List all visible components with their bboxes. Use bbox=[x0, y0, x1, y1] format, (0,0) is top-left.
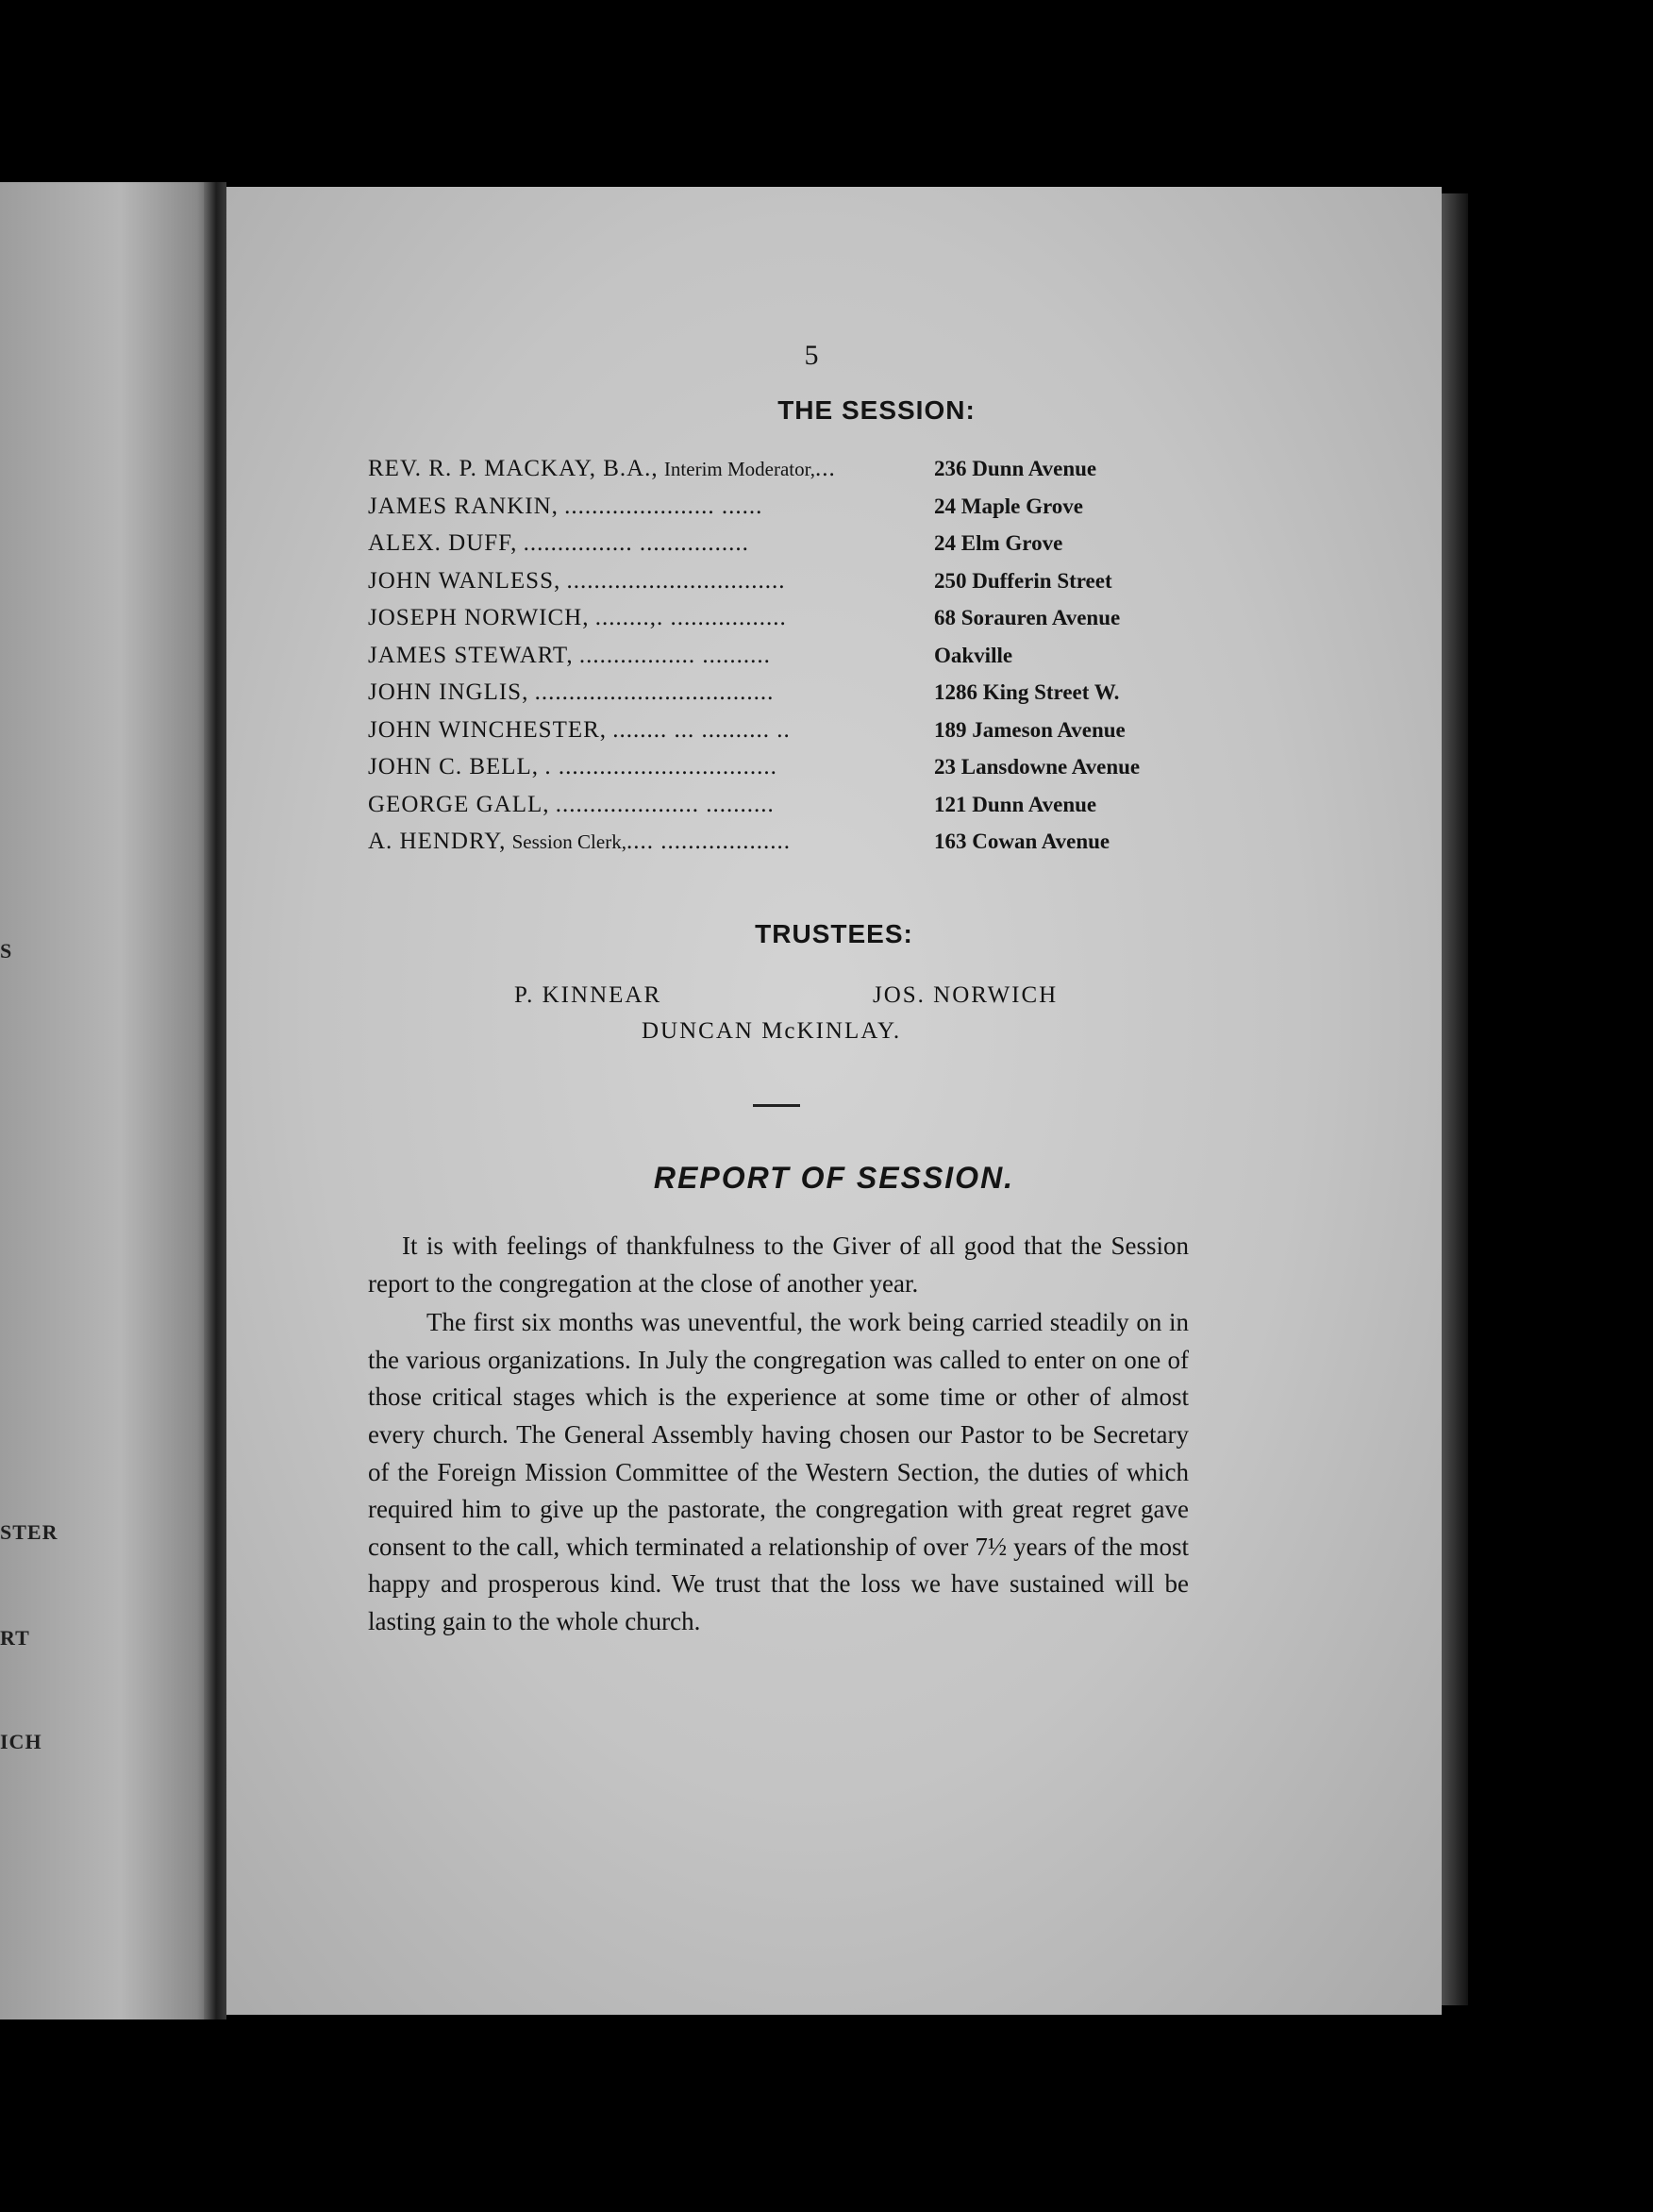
session-member-list bbox=[368, 456, 1425, 866]
previous-page-fragment: ICH bbox=[0, 1730, 42, 1753]
member-address: 23 Lansdowne Avenue bbox=[934, 755, 1141, 779]
section-divider bbox=[753, 1104, 800, 1107]
leader-dots: ................................ bbox=[566, 567, 786, 594]
member-name: JAMES RANKIN, bbox=[368, 493, 559, 519]
session-member-row bbox=[368, 679, 1425, 717]
member-address: 236 Dunn Avenue bbox=[934, 457, 1097, 480]
page-edge bbox=[1442, 193, 1468, 2005]
trustee-name: DUNCAN McKINLAY. bbox=[642, 1018, 902, 1044]
member-address: 189 Jameson Avenue bbox=[934, 717, 1126, 742]
session-member-row bbox=[368, 643, 1425, 680]
leader-dots: ........,. ................. bbox=[594, 605, 787, 630]
leader-dots: ..................... .......... bbox=[555, 791, 775, 817]
member-name: JOHN INGLIS, bbox=[368, 679, 529, 705]
member-address: Oakville bbox=[934, 643, 1013, 667]
member-name: ALEX. DUFF, bbox=[368, 530, 518, 556]
book-spine bbox=[204, 182, 226, 2019]
member-address: 163 Cowan Avenue bbox=[934, 830, 1110, 853]
leader-dots: ................................... bbox=[534, 679, 775, 705]
member-address: 1286 King Street W. bbox=[934, 680, 1120, 704]
report-paragraph: The first six months was uneventful, the work being carried steadily on in the various organizations. In July the congregation was called to enter on one of those critical stages which is the experience at some time or other of almost every church. The General Assembly having chosen our Pastor to be Secretary of the Foreign Mission Committee of the Western Section, the duties of which required him to give up the pastorate, the congregation with great regret gave consent to the call, which terminated a relationship of over 7½ years of the most happy and prosperous kind. We trust that the loss we have sustained will be lasting gain to the whole church. bbox=[368, 1308, 1189, 1635]
member-address: 24 Elm Grove bbox=[934, 531, 1063, 555]
member-name: JAMES STEWART, bbox=[368, 642, 574, 668]
leader-dots: ................ ................ bbox=[523, 530, 749, 556]
trustee-name: JOS. NORWICH bbox=[873, 982, 1059, 1008]
session-member-row bbox=[368, 754, 1425, 792]
page-number: 5 bbox=[804, 340, 819, 371]
member-address: 68 Sorauren Avenue bbox=[934, 606, 1121, 629]
leader-dots: ........ ... .......... .. bbox=[612, 716, 791, 743]
session-heading: THE SESSION: bbox=[777, 395, 976, 425]
session-member-row bbox=[368, 717, 1425, 755]
document-page bbox=[226, 187, 1442, 2015]
trustees-heading: TRUSTEES: bbox=[755, 919, 913, 948]
member-role: Interim Moderator, bbox=[663, 458, 816, 480]
leader-dots: .... ................... bbox=[626, 829, 791, 854]
session-member-row bbox=[368, 605, 1425, 643]
session-member-row bbox=[368, 530, 1425, 568]
previous-page-fragment: S bbox=[0, 939, 13, 963]
trustee-name: P. KINNEAR bbox=[514, 982, 662, 1008]
report-paragraph: It is with feelings of thankfulness to the Giver of all good that the Session report to the congregation at the close of another year. bbox=[368, 1232, 1189, 1298]
member-address: 250 Dufferin Street bbox=[934, 568, 1112, 593]
leader-dots: ... bbox=[815, 456, 836, 481]
leader-dots: ...................... ...... bbox=[564, 493, 763, 519]
session-member-row bbox=[368, 792, 1425, 830]
member-address: 24 Maple Grove bbox=[934, 494, 1083, 518]
leader-dots: ................. .......... bbox=[578, 642, 771, 668]
member-name: JOHN C. BELL, bbox=[368, 754, 540, 779]
member-name: JOSEPH NORWICH, bbox=[368, 605, 590, 630]
member-name: JOHN WINCHESTER, bbox=[368, 716, 608, 743]
session-member-row bbox=[368, 456, 1425, 494]
leader-dots: . ................................ bbox=[544, 754, 777, 779]
report-body bbox=[368, 1228, 1189, 1641]
previous-page bbox=[0, 182, 219, 2019]
member-name: A. HENDRY, bbox=[368, 829, 507, 854]
member-address: 121 Dunn Avenue bbox=[934, 792, 1097, 816]
member-name: REV. R. P. MACKAY, B.A., bbox=[368, 456, 659, 481]
session-member-row bbox=[368, 829, 1425, 866]
member-name: JOHN WANLESS, bbox=[368, 567, 561, 594]
session-member-row bbox=[368, 494, 1425, 531]
member-name: GEORGE GALL, bbox=[368, 791, 550, 817]
previous-page-fragment: RT bbox=[0, 1626, 30, 1650]
member-role: Session Clerk, bbox=[511, 830, 626, 853]
report-heading: REPORT OF SESSION. bbox=[653, 1161, 1015, 1195]
session-member-row bbox=[368, 568, 1425, 606]
previous-page-fragment: STER bbox=[0, 1520, 58, 1544]
